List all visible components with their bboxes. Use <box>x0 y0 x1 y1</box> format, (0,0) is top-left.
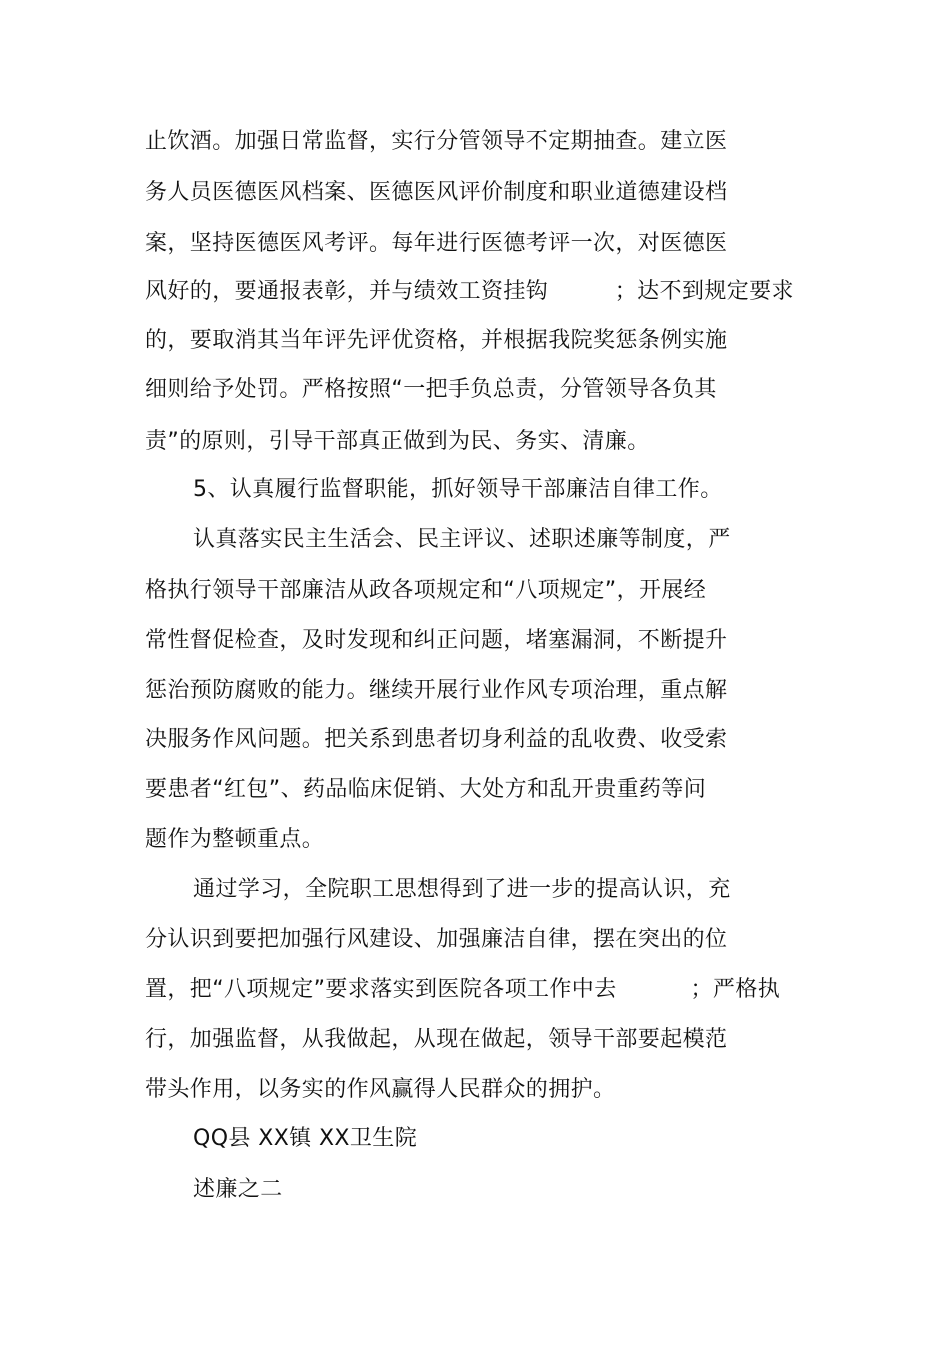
text-line: 决服务作风问题。把关系到患者切身利益的乱收费、收受索 <box>145 727 728 752</box>
text-line: 带头作用，以务实的作风赢得人民群众的拥护。 <box>145 1077 616 1102</box>
section-title: 述廉之二 <box>193 1177 283 1202</box>
text-line: 认真落实民主生活会、民主评议、述职述廉等制度，严 <box>193 527 731 552</box>
text-line: 细则给予处罚。严格按照“一把手负总责，分管领导各负其 <box>145 377 717 402</box>
text-line: 惩治预防腐败的能力。继续开展行业作风专项治理，重点解 <box>145 678 728 703</box>
text-line: 分认识到要把加强行风建设、加强廉洁自律，摆在突出的位 <box>145 927 728 952</box>
text-line: 通过学习，全院职工思想得到了进一步的提高认识，充 <box>193 877 731 902</box>
text-line: 止饮酒。加强日常监督，实行分管领导不定期抽查。建立医 <box>145 129 728 154</box>
signature-line: QQ县 XX镇 XX卫生院 <box>193 1126 418 1151</box>
text-line: 责”的原则，引导干部真正做到为民、务实、清廉。 <box>145 429 650 454</box>
section-heading: 5、认真履行监督职能，抓好领导干部廉洁自律工作。 <box>193 477 723 502</box>
text-line: 风好的，要通报表彰，并与绩效工资挂钩 ；达不到规定要求 <box>145 279 794 304</box>
text-line: 的，要取消其当年评先评优资格，并根据我院奖惩条例实施 <box>145 328 728 353</box>
text-line: 题作为整顿重点。 <box>145 827 325 852</box>
text-line: 置，把“八项规定”要求落实到医院各项工作中去 ；严格执 <box>145 977 781 1002</box>
text-line: 案，坚持医德医风考评。每年进行医德考评一次，对医德医 <box>145 231 728 256</box>
text-line: 常性督促检查，及时发现和纠正问题，堵塞漏洞，不断提升 <box>145 628 728 653</box>
text-line: 行，加强监督，从我做起，从现在做起，领导干部要起模范 <box>145 1027 728 1052</box>
text-line: 要患者“红包”、药品临床促销、大处方和乱开贵重药等问 <box>145 777 707 802</box>
text-line: 务人员医德医风档案、医德医风评价制度和职业道德建设档 <box>145 180 728 205</box>
text-line: 格执行领导干部廉洁从政各项规定和“八项规定”，开展经 <box>145 578 707 603</box>
